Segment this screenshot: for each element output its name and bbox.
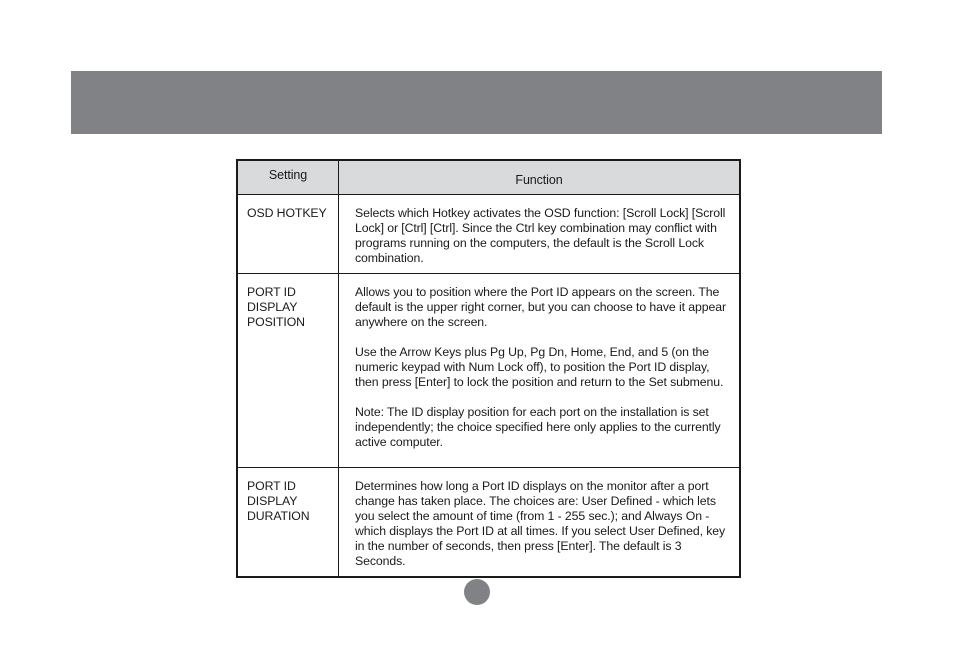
setting-name-text: PORT ID DISPLAY POSITION [247, 285, 305, 329]
description-paragraph: Selects which Hotkey activates the OSD function: [Scroll Lock] [Scroll Lock] or [Ctrl] [Ctrl]. Since the Ctrl key combination may conflict with programs running on the computers, the default is the Scroll Lock combination. [355, 206, 726, 265]
setting-name-port-id-display-position [237, 274, 339, 468]
settings-table [236, 159, 741, 578]
table-header-row [237, 160, 740, 195]
function-description-osd-hotkey [339, 195, 741, 274]
function-description-port-id-display-position [339, 274, 741, 468]
note-paragraph: Note: The ID display position for each port on the installation is set independently; the choice specified here only applies to the currently active computer. [355, 405, 721, 449]
table-row [237, 468, 740, 578]
description-paragraph: Use the Arrow Keys plus Pg Up, Pg Dn, Home, End, and 5 (on the numeric keypad with Num Lock off), to position the Port ID display, then press [Enter] to lock the position and return to the Set submenu. [355, 345, 724, 389]
setting-name-osd-hotkey: OSD HOTKEY [237, 195, 339, 274]
column-header-setting: Setting [237, 160, 339, 195]
table-row [237, 274, 740, 468]
description-paragraph: Determines how long a Port ID displays on the monitor after a port change has taken place. The choices are: User Defined - which lets you select the amount of time (from 1 - 255 sec.); and Always On - which displays the Port ID at all times. If you select User Defined, key in the number of seconds, then press [Enter]. The default is 3 Seconds. [355, 479, 726, 568]
description-paragraph: Allows you to position where the Port ID appears on the screen. The default is the upper right corner, but you can choose to have it appear anywhere on the screen. [355, 285, 726, 329]
page-number-dot [464, 579, 490, 605]
table-row [237, 195, 740, 274]
header-band [71, 71, 882, 134]
setting-name-text: PORT ID DISPLAY DURATION [247, 479, 310, 523]
function-description-port-id-display-duration [339, 468, 741, 578]
setting-name-port-id-display-duration [237, 468, 339, 578]
column-header-function: Function [339, 160, 741, 195]
